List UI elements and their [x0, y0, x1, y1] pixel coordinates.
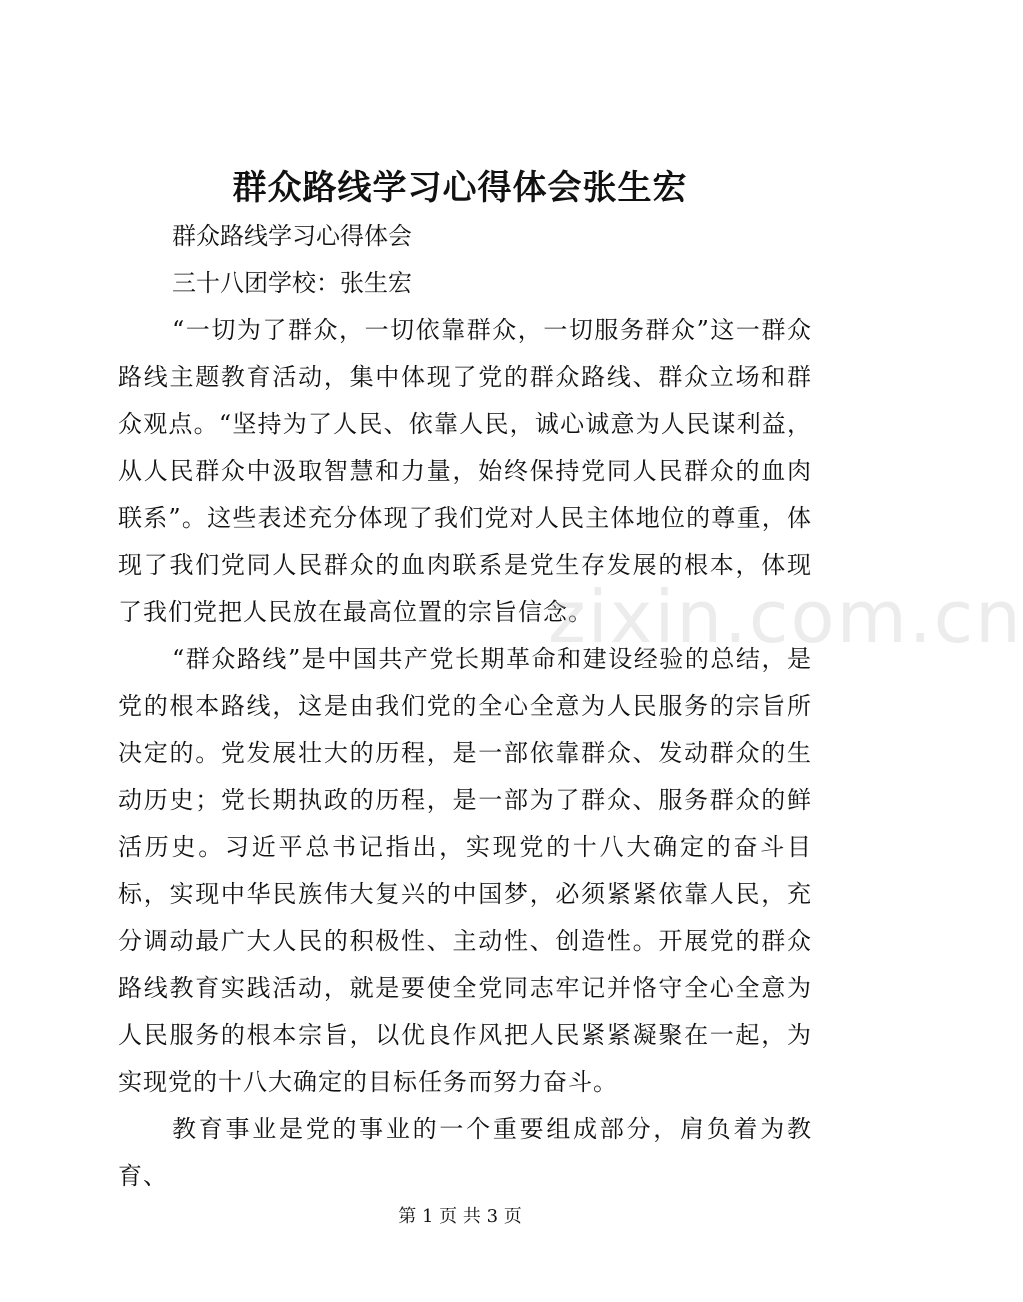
- paragraph-1: “一切为了群众，一切依靠群众，一切服务群众”这一群众路线主题教育活动，集中体现了党的群众路线、群众立场和群众观点。“坚持为了人民、依靠人民，诚心诚意为人民谋利益，从人民群众中汲取智慧和力量，始终保持党同人民群众的血肉联系”。这些表述充分体现了我们党对人民主体地位的尊重，体现了我们党同人民群众的血肉联系是党生存发展的根本，体现了我们党把人民放在最高位置的宗旨信念。: [118, 316, 812, 626]
- author-line: 三十八团学校：张生宏: [172, 269, 412, 297]
- page-footer: 第 1 页 共 3 页: [398, 1206, 522, 1227]
- document-subtitle: 群众路线学习心得体会: [172, 222, 412, 250]
- paragraph-3: 教育事业是党的事业的一个重要组成部分，肩负着为教育、: [118, 1115, 812, 1190]
- document-title: 群众路线学习心得体会张生宏: [232, 168, 688, 208]
- paragraph-2: “群众路线”是中国共产党长期革命和建设经验的总结，是党的根本路线，这是由我们党的全心全意为人民服务的宗旨所决定的。党发展壮大的历程，是一部依靠群众、发动群众的生动历史；党长期执政的历程，是一部为了群众、服务群众的鲜活历史。习近平总书记指出，实现党的十八大确定的奋斗目标，实现中华民族伟大复兴的中国梦，必须紧紧依靠人民，充分调动最广大人民的积极性、主动性、创造性。开展党的群众路线教育实践活动，就是要使全党同志牢记并恪守全心全意为人民服务的根本宗旨，以优良作风把人民紧紧凝聚在一起，为实现党的十八大确定的目标任务而努力奋斗。: [118, 645, 812, 1096]
- watermark: zixin.com.cn: [548, 575, 1023, 659]
- document-body: [118, 213, 812, 1200]
